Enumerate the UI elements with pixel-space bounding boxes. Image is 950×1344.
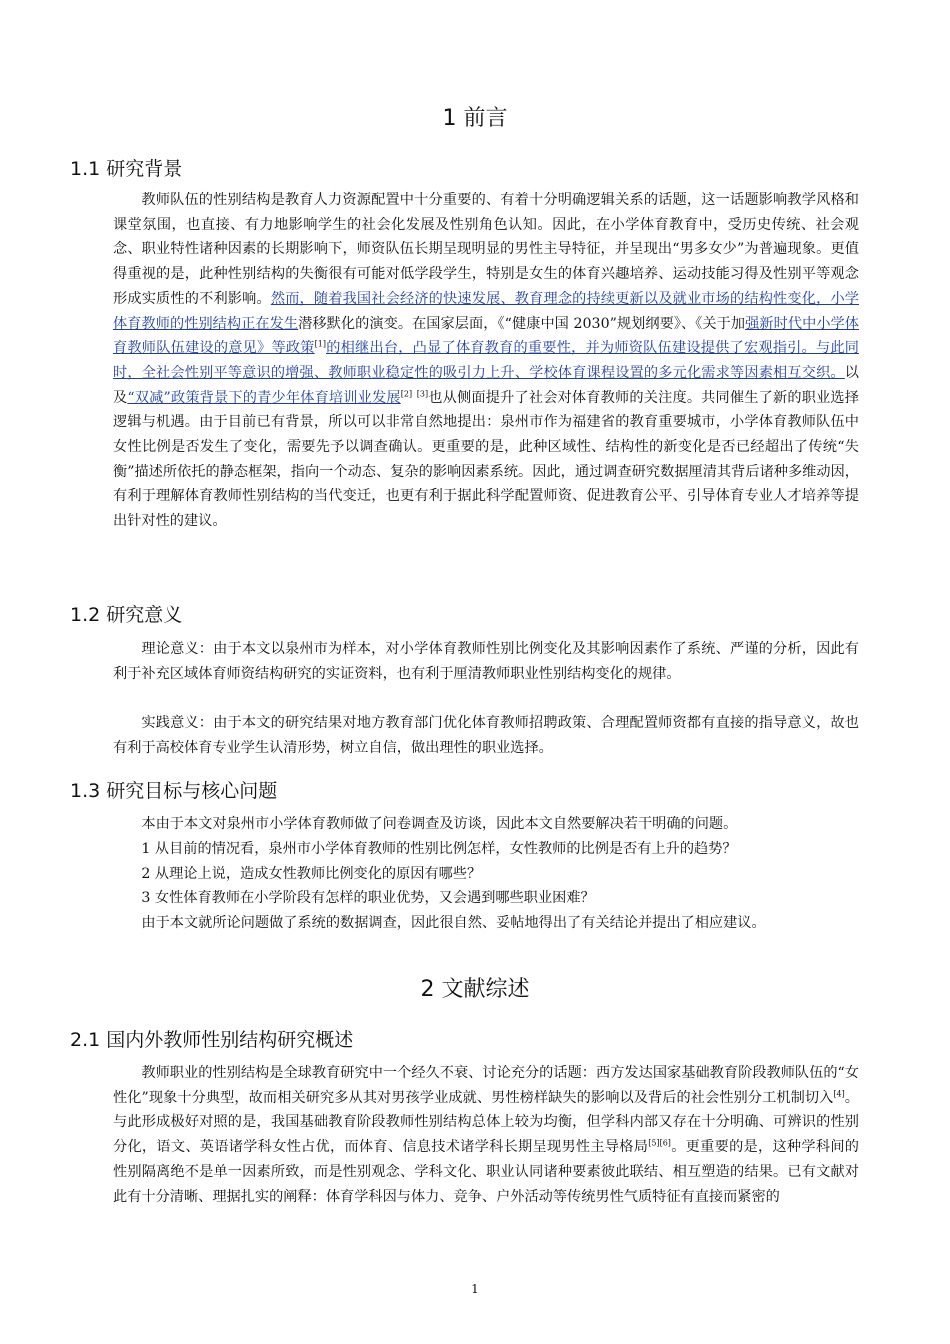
paragraph-text: 。更重要的是，这种学科间的性别隔离绝不是单一因素所致，而是性别观念、学科文化、职业认同诸种要素彼此联结、相互塑造的结果。已有文献对此有十分清晰、理据扎实的阐释：体育学科因与体力、竞争、户外活动等传统男性气质特征有直接而紧密的 [113,1139,859,1205]
paragraph-intro: 本由于本文对泉州市小学体育教师做了问卷调查及访谈，因此本文自然要解决若干明确的问题。 [141,816,738,832]
citation-ref[interactable]: [1] [314,339,327,349]
link-text[interactable]: 强新时代中小学体育教师队伍建设的意见》等政策 [113,315,859,357]
page-number: 1 [471,1282,479,1296]
chapter-title: 2 文献综述 [420,977,530,1002]
paragraph-text: 。与此形成极好对照的是，我国基础教育阶段教师性别结构总体上较为均衡，但学科内部又存在十分明确、可辨识的性别分化，语文、英语诸学科女性占优，而体育、信息技术诸学科长期呈现男性主导格局 [113,1089,859,1156]
section-title: 1.1 研究背景 [70,158,183,180]
section-title: 1.2 研究意义 [70,604,183,626]
paragraph-background [113,188,859,534]
link-text[interactable]: 的相继出台，凸显了体育教育的重要性，并为师资队伍建设提供了宏观指引。与此同时，全社会性别平等意识的增强、教师职业稳定性的吸引力上升、学校体育课程设置的多元化需求等因素相互交织。 [113,340,859,381]
paragraph-practice: 实践意义：由于本文的研究结果对地方教育部门优化体育教师招聘政策、合理配置师资都有直接的指导意义，故也有利于高校体育专业学生认清形势，树立自信，做出理性的职业选择。 [113,715,859,756]
paragraph-theory: 理论意义：由于本文以泉州市为样本，对小学体育教师性别比例变化及其影响因素作了系统、严谨的分析，因此有利于补充区域体育师资结构研究的实证资料，也有利于厘清教师职业性别结构变化的规律。 [113,641,859,682]
section-title: 1.3 研究目标与核心问题 [70,780,278,802]
paragraph-text: 也从侧面提升了社会对体育教师的关注度。共同催生了新的职业选择逻辑与机遇。由于目前已有背景，所以可以非常自然地提出：泉州市作为福建省的教育重要城市，小学体育教师队伍中女性比例是否发生了变化，需要先予以调查确认。更重要的是，此种区域性、结构性的新变化是否已经超出了传统“失衡”描述所依托的静态框架，指向一个动态、复杂的影响因素系统。因此，通过调查研究数据厘清其背后诸种多维动因，有利于理解体育教师性别结构的当代变迁，也更有利于据此科学配置师资、促进教育公平、引导体育专业人才培养等提出针对性的建议。 [113,389,859,530]
citation-ref[interactable]: [5][6] [648,1138,671,1148]
link-text[interactable]: “双减”政策背景下的青少年体育培训业发展 [127,389,401,406]
paragraph-text: 以及 [113,364,859,406]
link-text[interactable]: 然而，随着我国社会经济的快速发展、教育理念的持续更新以及就业市场的结构性变化，小学体育教师的性别结构正在发生 [113,290,859,332]
question-item: 3 女性体育教师在小学阶段有怎样的职业优势，又会遇到哪些职业困难？ [141,890,595,906]
paragraph-outro: 由于本文就所论问题做了系统的数据调查，因此很自然、妥帖地得出了有关结论并提出了相应建议。 [141,915,766,931]
chapter-title: 1 前言 [442,106,508,131]
section-title: 2.1 国内外教师性别结构研究概述 [70,1029,354,1051]
paragraph-text: 潜移默化的演变。在国家层面，《“健康中国 2030”规划纲要》、《关于加 [298,315,746,332]
paragraph-literature [113,1061,859,1209]
citation-ref[interactable]: [2] [400,388,413,398]
question-item: 1 从目前的情况看，泉州市小学体育教师的性别比例怎样，女性教师的比例是否有上升的趋势？ [141,841,737,857]
question-item: 2 从理论上说，造成女性教师比例变化的原因有哪些？ [141,866,482,882]
citation-ref[interactable]: [4] [833,1088,845,1098]
paragraph-text: 教师队伍的性别结构是教育人力资源配置中十分重要的、有着十分明确逻辑关系的话题，这一话题影响教学风格和课堂氛围，也直接、有力地影响学生的社会化发展及性别角色认知。因此，在小学体育教育中，受历史传统、社会观念、职业特性诸种因素的长期影响下，师资队伍长期呈现明显的男性主导特征，并呈现出“男多女少”为普遍现象。更值得重视的是，此种性别结构的失衡很有可能对低学段学生，特别是女生的体育兴趣培养、运动技能习得及性别平等观念形成实质性的不利影响。 [113,192,859,307]
paragraph-text: 教师职业的性别结构是全球教育研究中一个经久不衰、讨论充分的话题：西方发达国家基础教育阶段教师队伍的“女性化”现象十分典型，故而相关研究多从其对男孩学业成就、男性榜样缺失的影响以及背后的社会性别分工机制切入 [113,1065,859,1106]
citation-ref[interactable]: [3] [416,388,429,398]
